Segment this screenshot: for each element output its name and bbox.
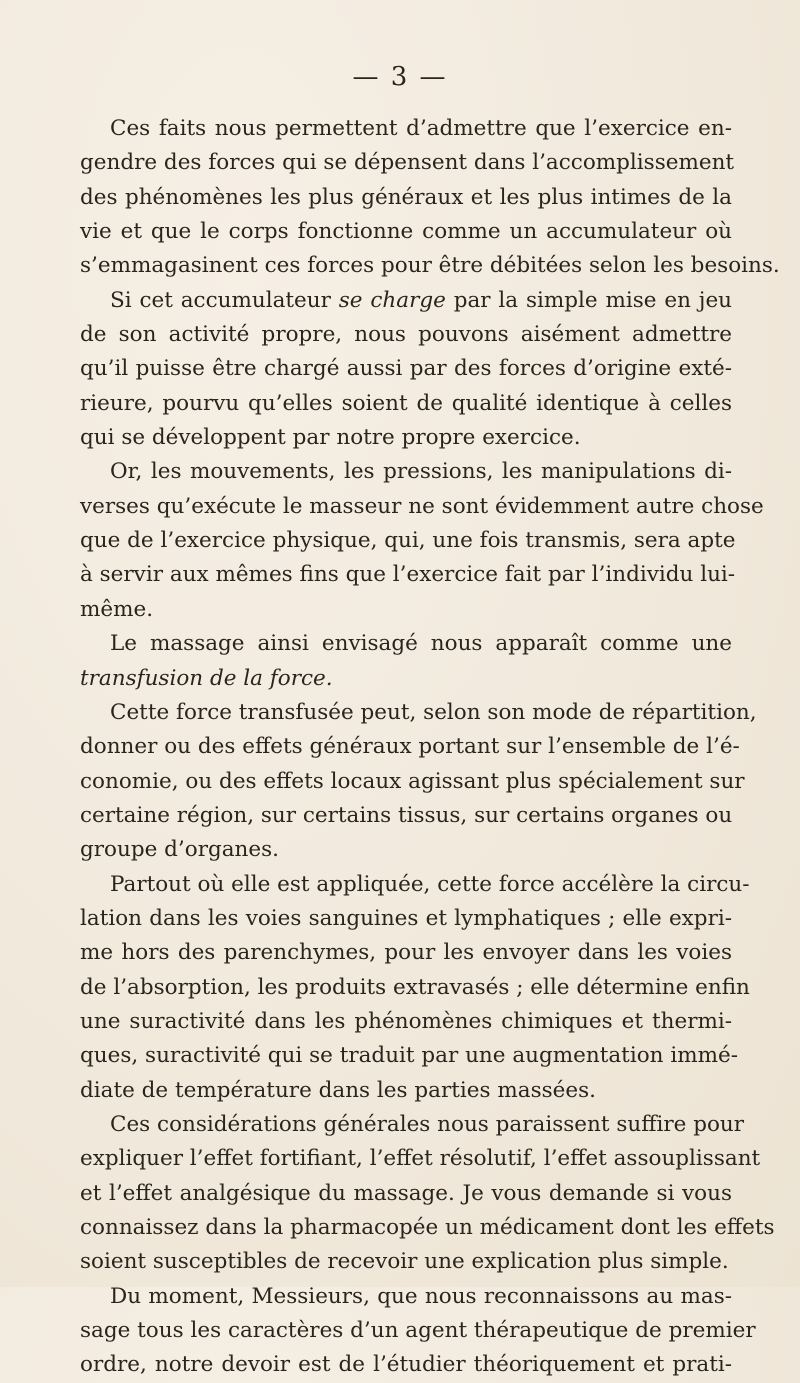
text-line: me hors des parenchymes, pour les envoyer dans les voies: [80, 940, 732, 966]
text-line: s’emmagasinent ces forces pour être débitées selon les besoins.: [80, 253, 780, 279]
italic-emphasis: se charge: [338, 287, 446, 313]
body-text: [80, 112, 780, 1383]
text-line: de l’absorption, les produits extravasés ; elle détermine enfin: [80, 974, 750, 1000]
italic-emphasis: transfusion de la force.: [80, 665, 333, 691]
text-line: Du moment, Messieurs, que nous reconnaissons au mas-: [110, 1283, 732, 1309]
text-line: des phénomènes les plus généraux et les plus intimes de la: [80, 184, 732, 210]
text-line: Or, les mouvements, les pressions, les manipulations di-: [110, 459, 732, 485]
text-line: expliquer l’effet fortifiant, l’effet résolutif, l’effet assouplissant: [80, 1146, 761, 1172]
text-line: gendre des forces qui se dépensent dans l’accomplissement: [80, 150, 735, 176]
text-line: Ces faits nous permettent d’admettre que l’exercice en-: [110, 116, 732, 141]
text-line: diate de température dans les parties massées.: [80, 1077, 596, 1103]
text-line: donner ou des effets généraux portant sur l’ensemble de l’é-: [80, 734, 740, 760]
text-line: même.: [80, 596, 154, 622]
text-line: Ces considérations générales nous paraissent suffire pour: [110, 1111, 745, 1137]
page-number: — 3 —: [352, 62, 448, 92]
text-line: Partout où elle est appliquée, cette force accélère la circu-: [110, 871, 750, 897]
text-line: une suractivité dans les phénomènes chimiques et thermi-: [80, 1008, 732, 1034]
text-line: verses qu’exécute le masseur ne sont évidemment autre chose: [80, 493, 764, 519]
text-line: rieure, pourvu qu’elles soient de qualité identique à celles: [80, 390, 732, 416]
text-line: soient susceptibles de recevoir une explication plus simple.: [80, 1249, 729, 1275]
text-line: de son activité propre, nous pouvons aisément admettre: [80, 322, 732, 348]
text-line: Le massage ainsi envisagé nous apparaît comme une: [110, 631, 732, 657]
text-line: qu’il puisse être chargé aussi par des forces d’origine exté-: [80, 356, 732, 382]
text-line: qui se développent par notre propre exercice.: [80, 425, 581, 451]
text-line: [80, 662, 732, 696]
text-line: certaine région, sur certains tissus, sur certains organes ou: [80, 802, 733, 828]
text-line: à servir aux mêmes fins que l’exercice fait par l’individu lui-: [80, 562, 736, 588]
text-line: vie et que le corps fonctionne comme un accumulateur où: [80, 219, 732, 245]
text-run: Si cet accumulateur: [110, 287, 339, 313]
text-line: groupe d’organes.: [80, 837, 279, 863]
text-line: Cette force transfusée peut, selon son mode de répartition,: [110, 699, 757, 725]
text-line: connaissez dans la pharmacopée un médicament dont les effets: [80, 1215, 775, 1240]
text-line: ordre, notre devoir est de l’étudier théoriquement et prati-: [80, 1352, 732, 1378]
text-line: [80, 284, 732, 318]
text-line: conomie, ou des effets locaux agissant plus spécialement sur: [80, 768, 745, 794]
text-run: par la simple mise en jeu: [445, 287, 733, 313]
text-line: lation dans les voies sanguines et lymphatiques ; elle expri-: [80, 905, 732, 931]
text-line: que de l’exercice physique, qui, une fois transmis, sera apte: [80, 528, 736, 554]
text-line: et l’effet analgésique du massage. Je vous demande si vous: [80, 1180, 732, 1206]
text-line: ques, suractivité qui se traduit par une augmentation immé-: [80, 1043, 738, 1069]
text-line: sage tous les caractères d’un agent thérapeutique de premier: [80, 1318, 756, 1344]
